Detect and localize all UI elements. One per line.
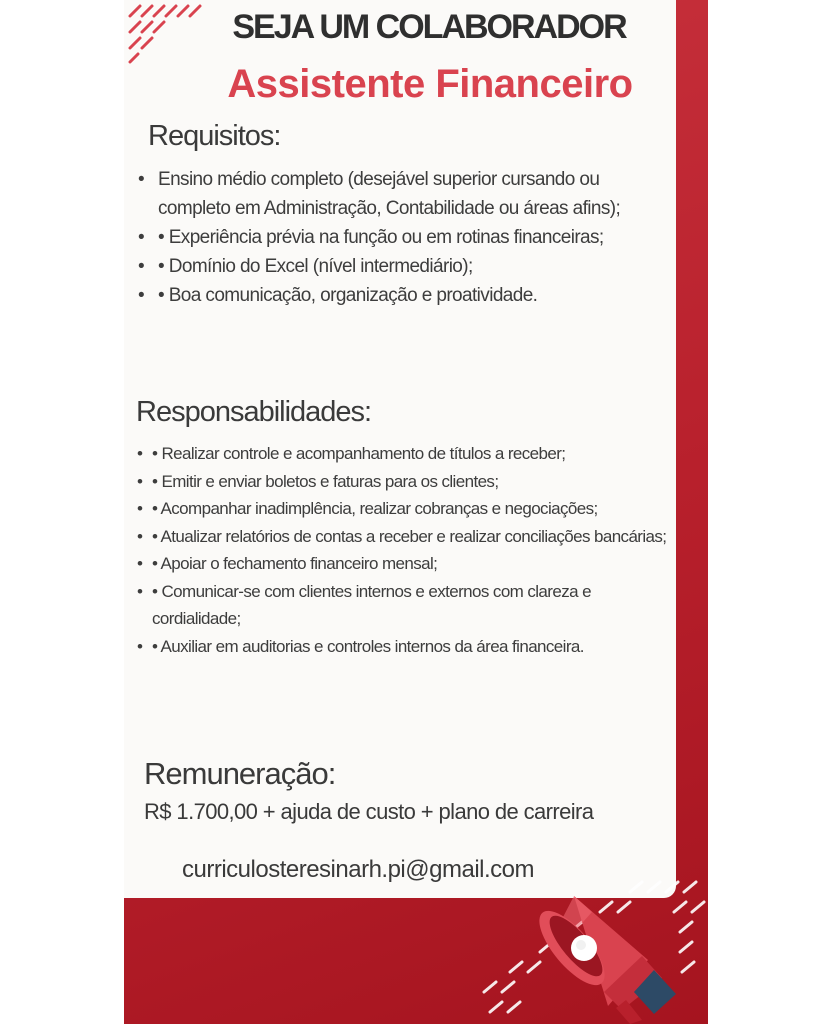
megaphone-icon bbox=[538, 888, 708, 1024]
list-item: • • Realizar controle e acompanhamento de títulos a receber; bbox=[138, 440, 673, 468]
list-item: • • Comunicar-se com clientes internos e externos com clareza e cordialidade; bbox=[138, 578, 673, 633]
responsibilities-heading: Responsabilidades: bbox=[136, 396, 372, 428]
list-item: • • Experiência prévia na função ou em rotinas financeiras; bbox=[138, 223, 658, 252]
remuneration-heading: Remuneração: bbox=[144, 756, 336, 791]
responsibilities-list bbox=[138, 440, 673, 660]
list-item: • • Apoiar o fechamento financeiro mensal; bbox=[138, 550, 673, 578]
job-title: Assistente Financeiro bbox=[227, 62, 633, 106]
list-item: • • Emitir e enviar boletos e faturas para os clientes; bbox=[138, 468, 673, 496]
requirements-heading: Requisitos: bbox=[148, 120, 281, 152]
list-item: • Ensino médio completo (desejável superior cursando ou completo em Administração, Contabilidade ou áreas afins); bbox=[138, 165, 658, 223]
contact-email[interactable]: curriculosteresinarh.pi@gmail.com bbox=[182, 856, 534, 883]
list-item: • • Acompanhar inadimplência, realizar cobranças e negociações; bbox=[138, 495, 673, 523]
list-item: • • Auxiliar em auditorias e controles internos da área financeira. bbox=[138, 633, 673, 661]
headline: SEJA UM COLABORADOR bbox=[232, 8, 626, 46]
list-item: • • Domínio do Excel (nível intermediário); bbox=[138, 252, 658, 281]
list-item: • • Boa comunicação, organização e proatividade. bbox=[138, 281, 658, 310]
requirements-list bbox=[138, 165, 658, 310]
salary-text: R$ 1.700,00 + ajuda de custo + plano de carreira bbox=[144, 799, 594, 824]
job-poster bbox=[124, 0, 708, 1024]
list-item: • • Atualizar relatórios de contas a receber e realizar conciliações bancárias; bbox=[138, 523, 673, 551]
content-card bbox=[124, 0, 676, 898]
